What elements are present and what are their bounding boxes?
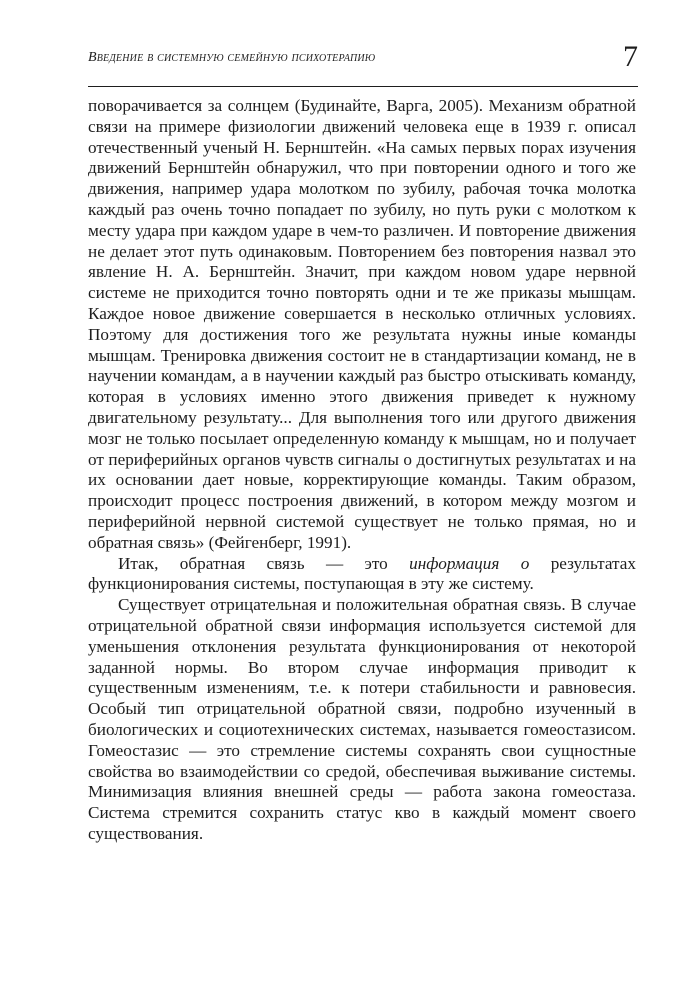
paragraph-1: поворачивается за солнцем (Будинайте, Варга, 2005). Механизм обратной связи на примере физиологии движений человека еще в 1939 г. описал отечественный ученый Н. Бернштейн. «На самых первых порах изучения движений Бернштейн обнаружил, что при повторении одного и того же движения, например удара молотком по зубилу, рабочая точка молотка каждый раз очень точно попадает по зубилу, но путь руки с молотком к месту удара при каждом ударе в чем-то различен. И повторение движения не делает этот путь одинаковым. Повторением без повторения назвал это явление Н. А. Бернштейн. Значит, при каждом новом ударе нервной системе не приходится точно повторять одни и те же приказы мышцам. Каждое новое движение совершается в несколько отличных условиях. Поэтому для достижения того же результата нужны иные команды мышцам. Тренировка движения состоит не в стандартизации команд, не в научении командам, а в научении каждый раз быстро отыскивать команду, которая в условиях именно этого движения приведет к нужному двигательному результату... Для выполнения того или другого движения мозг не только посылает определенную команду к мышцам, но и получает от периферийных органов чувств сигналы о достигнутых результатах и на их основании дает новые, корректирующие команды. Таким образом, происходит процесс построения движений, в котором между мозгом и периферийной нервной системой существует не только прямая, но и обратная связь» (Фейгенберг, 1991). (88, 96, 636, 552)
paragraph-2 (88, 554, 636, 596)
paragraph-3: Существует отрицательная и положительная обратная связь. В случае отрицательной обратной связи информация используется системой для уменьшения отклонения результата функционирования от некоторой заданной нормы. Во втором случае информация приводит к существенным изменениям, т.е. к потери стабильности и равновесия. Особый тип отрицательной обратной связи, подробно изученный в биологических и социотехнических системах, называется гомеостазисом. Гомеостазис — это стремление системы сохранять свои сущностные свойства во взаимодействии со средой, обеспечивая выживание системы. Минимизация влияния внешней среды — работа закона гомеостаза. Система стремится сохранить статус кво в каждый момент своего существования. (88, 595, 636, 843)
header-rule (88, 86, 638, 87)
running-head (88, 40, 638, 88)
running-title: Введение в системную семейную психотерапию (88, 50, 376, 65)
paragraph-2-start: Итак, обратная связь — это (118, 553, 410, 573)
paragraph-2-end: результатах функционирования системы, поступающая в эту же систему. (88, 553, 636, 594)
page-number: 7 (623, 40, 638, 73)
text-body (88, 96, 636, 845)
paragraph-2-emphasis: информация о (409, 553, 530, 573)
